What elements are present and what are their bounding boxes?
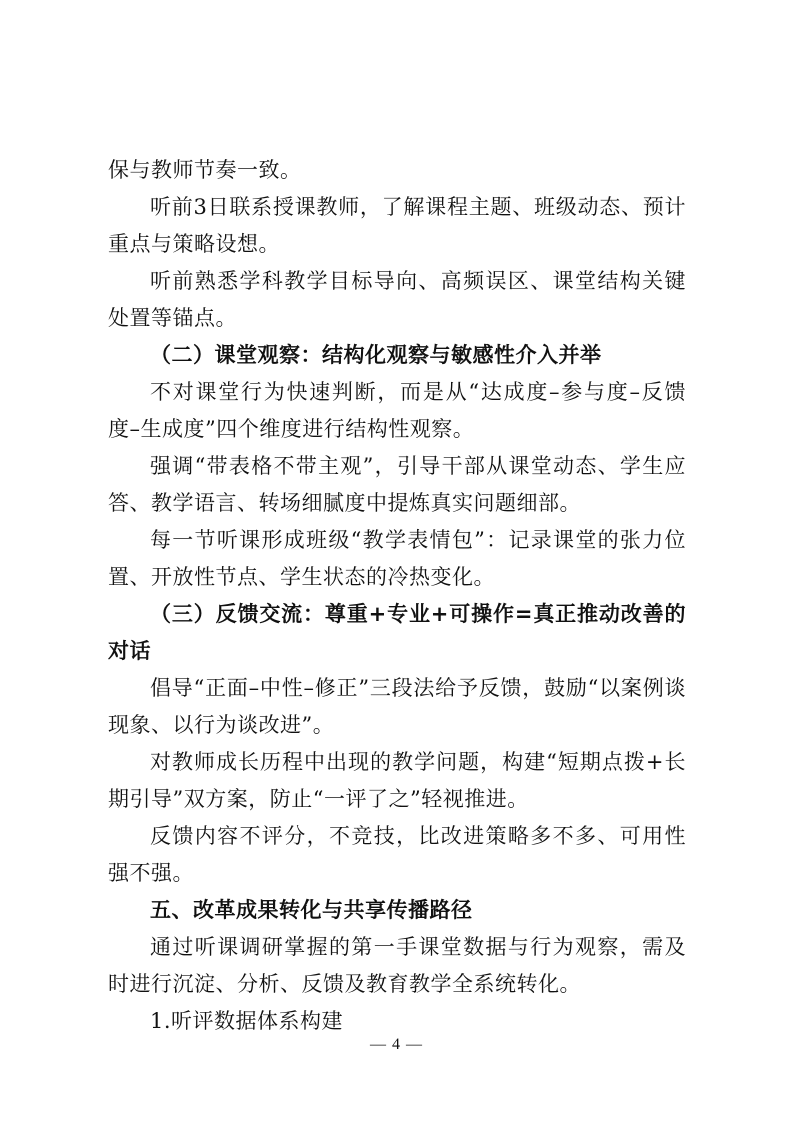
body-paragraph: 保与教师节奏一致。 bbox=[108, 158, 302, 182]
body-paragraph: 1.听评数据体系构建 bbox=[150, 1009, 344, 1033]
section-heading: 五、改革成果转化与共享传播路径 bbox=[150, 898, 473, 922]
body-paragraph: 不对课堂行为快速判断，而是从“达成度–参与度–反馈度–生成度”四个维度进行结构性观察。 bbox=[108, 380, 686, 441]
body-paragraph: 通过听课调研掌握的第一手课堂数据与行为观察，需及时进行沉淀、分析、反馈及教育教学全系统转化。 bbox=[108, 935, 686, 996]
body-paragraph: 听前3日联系授课教师，了解课程主题、班级动态、预计重点与策略设想。 bbox=[108, 195, 686, 256]
document-body bbox=[108, 152, 686, 1040]
section-heading: （二）课堂观察：结构化观察与敏感性介入并举 bbox=[150, 343, 602, 367]
body-paragraph: 听前熟悉学科教学目标导向、高频误区、课堂结构关键处置等锚点。 bbox=[108, 269, 686, 330]
section-heading: （三）反馈交流：尊重+专业+可操作=真正推动改善的对话 bbox=[108, 602, 686, 663]
body-paragraph: 对教师成长历程中出现的教学问题，构建“短期点拨+长期引导”双方案，防止“一评了之”轻视推进。 bbox=[108, 750, 686, 811]
body-paragraph: 每一节听课形成班级“教学表情包”：记录课堂的张力位置、开放性节点、学生状态的冷热变化。 bbox=[108, 528, 686, 589]
body-paragraph: 倡导“正面–中性–修正”三段法给予反馈，鼓励“以案例谈现象、以行为谈改进”。 bbox=[108, 676, 686, 737]
body-paragraph: 反馈内容不评分，不竞技，比改进策略多不多、可用性强不强。 bbox=[108, 824, 686, 885]
body-paragraph: 强调“带表格不带主观”，引导干部从课堂动态、学生应答、教学语言、转场细腻度中提炼真实问题细部。 bbox=[108, 454, 686, 515]
page-number: — 4 — bbox=[370, 1036, 423, 1053]
